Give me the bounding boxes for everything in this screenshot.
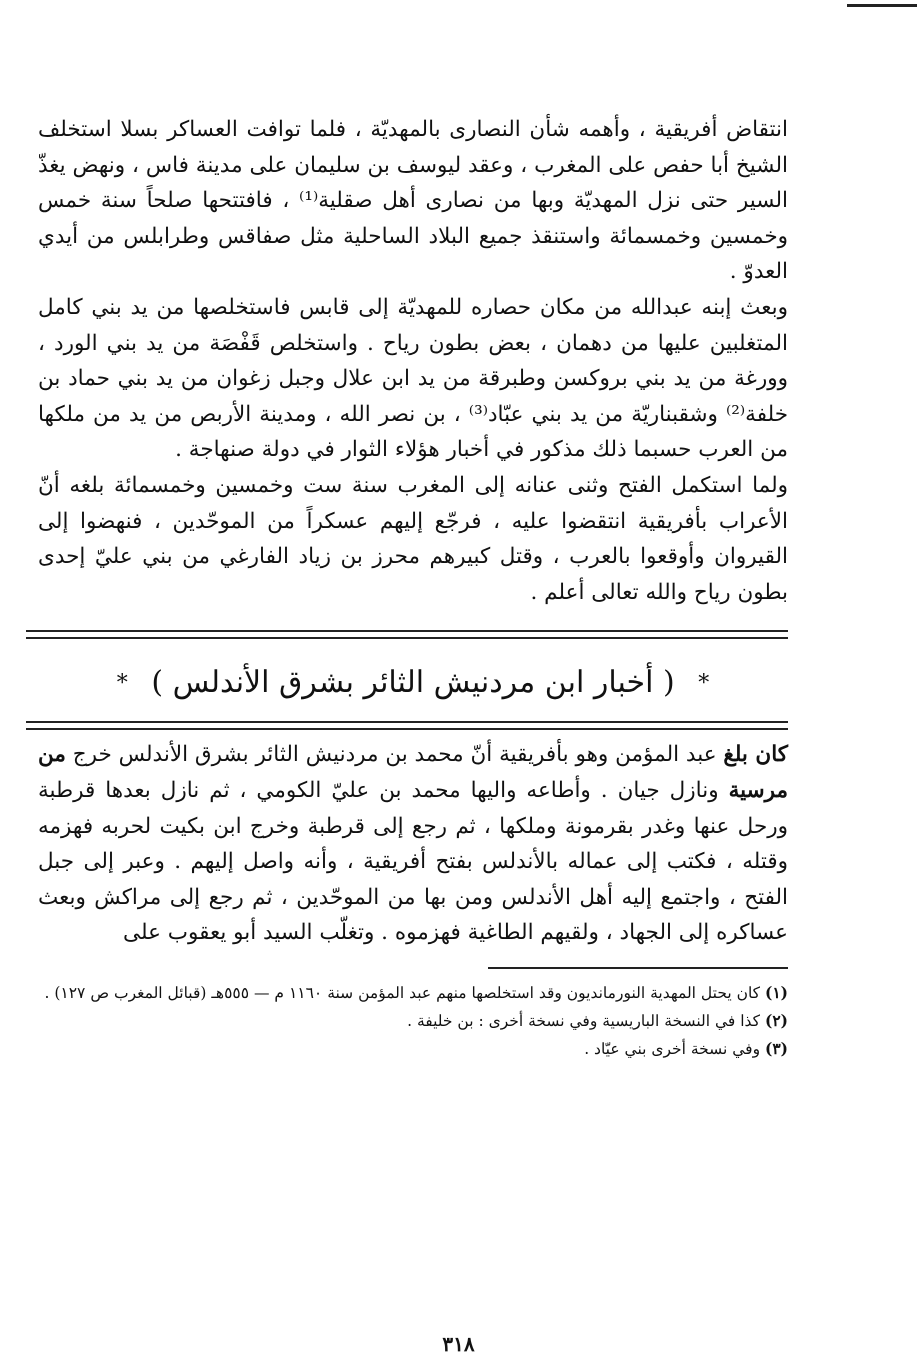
footnote-number: (١) (764, 982, 788, 1002)
footnote-1 (38, 979, 788, 1007)
footnotes (38, 979, 788, 1063)
page-number: ٣١٨ (442, 1332, 475, 1356)
footnote-number: (٢) (764, 1010, 788, 1030)
section-heading (38, 658, 788, 709)
footnote-text: كان يحتل المهدية النورمانديون وقد استخلصها منهم عبد المؤمن سنة ١١٦٠ م — ٥٥٥هـ (قبائل المغرب ص ١٢٧) . (44, 983, 765, 1002)
page-body (38, 112, 788, 1063)
section-divider-top (38, 630, 788, 644)
footnote-text: وفي نسخة أخرى بني عيّاد . (584, 1039, 765, 1058)
lead-words: كان بلغ (723, 742, 788, 768)
section-divider-bottom (38, 721, 788, 735)
footnote-2 (38, 1007, 788, 1035)
footnote-text: كذا في النسخة الباريسية وفي نسخة أخرى : بن خليفة . (407, 1011, 765, 1030)
paragraph-3: ولما استكمل الفتح وثنى عنانه إلى المغرب سنة ست وخمسين وخمسمائة بلغه أنّ الأعراب بأفريقية انتقضوا عليه ، فرجّع إليهم عسكراً من الموحّدين ، فنهضوا إلى القيروان وأوقعوا بالعرب ، وقتل كبيرهم محرز بن زياد الفارغي من بني عليّ إحدى بطون رياح والله تعالى أعلم . (38, 472, 788, 605)
bold-words: من مرسية (38, 742, 788, 803)
paragraph-4-text-a: عبد المؤمن وهو بأفريقية أنّ محمد بن مردنيش الثائر بشرق الأندلس خرج (65, 742, 724, 768)
star-ornament-left: * (116, 671, 128, 697)
paragraph-1: انتقاض أفريقية ، وأهمه شأن النصارى بالمهديّة ، فلما توافت العساكر بسلا استخلف الشيخ أبا حفص على المغرب ، وعقد ليوسف بن سليمان على مدينة فاس ، ونهض يغذّ السير حتى نزل المهديّة وبها من نصارى أهل صقلية⁽¹⁾ ، فافتتحها صلحاً سنة خمس وخمسين وخمسمائة واستنقذ جميع البلاد الساحلية مثل صفاقس وطرابلس من أيدي العدوّ . (38, 117, 788, 285)
star-ornament-right: * (698, 671, 710, 697)
footnote-separator (488, 967, 788, 969)
footnote-3 (38, 1035, 788, 1063)
paragraph-2: وبعث إبنه عبدالله من مكان حصاره للمهديّة إلى قابس فاستخلصها من يد بني كامل المتغلبين عليها من دهمان ، بعض بطون رياح . واستخلص قَفْصَة من يد بني الورد ، وورغة من يد بني بروكسن وطبرقة من يد ابن علال وجبل زغوان من يد بني حماد بن خلفة⁽²⁾ وشقبناريّة من يد بني عبّاد⁽³⁾ ، بن نصر الله ، ومدينة الأربص من يد من ملكها من العرب حسبما ذلك مذكور في أخبار هؤلاء الثوار في دولة صنهاجة . (38, 294, 788, 463)
paragraph-4 (38, 737, 788, 951)
section-heading-text: ( أخبار ابن مردنيش الثائر بشرق الأندلس ) (151, 665, 675, 701)
footnote-number: (٣) (764, 1038, 788, 1058)
paragraph-4-text-b: ونازل جيان . وأطاعه واليها محمد بن عليّ الكومي ، ثم نازل بعدها قرطبة ورحل عنها وغدر بقرمونة وملكها ، ثم رجع إلى قرطبة وخرج ابن بكيت لحربه فهزمه وقتله ، فكتب إلى عماله بالأندلس بفتح أفريقية ، وأنه واصل إليهم . وعبر إلى جبل الفتح ، واجتمع إليه أهل الأندلس ومن بها من الموحّدين ، ثم رجع إلى مراكش وبعث عساكره إلى الجهاد ، ولقيهم الطاغية فهزموه . وتغلّب السيد أبو يعقوب على (38, 777, 788, 946)
page-corner-mark (847, 4, 917, 7)
